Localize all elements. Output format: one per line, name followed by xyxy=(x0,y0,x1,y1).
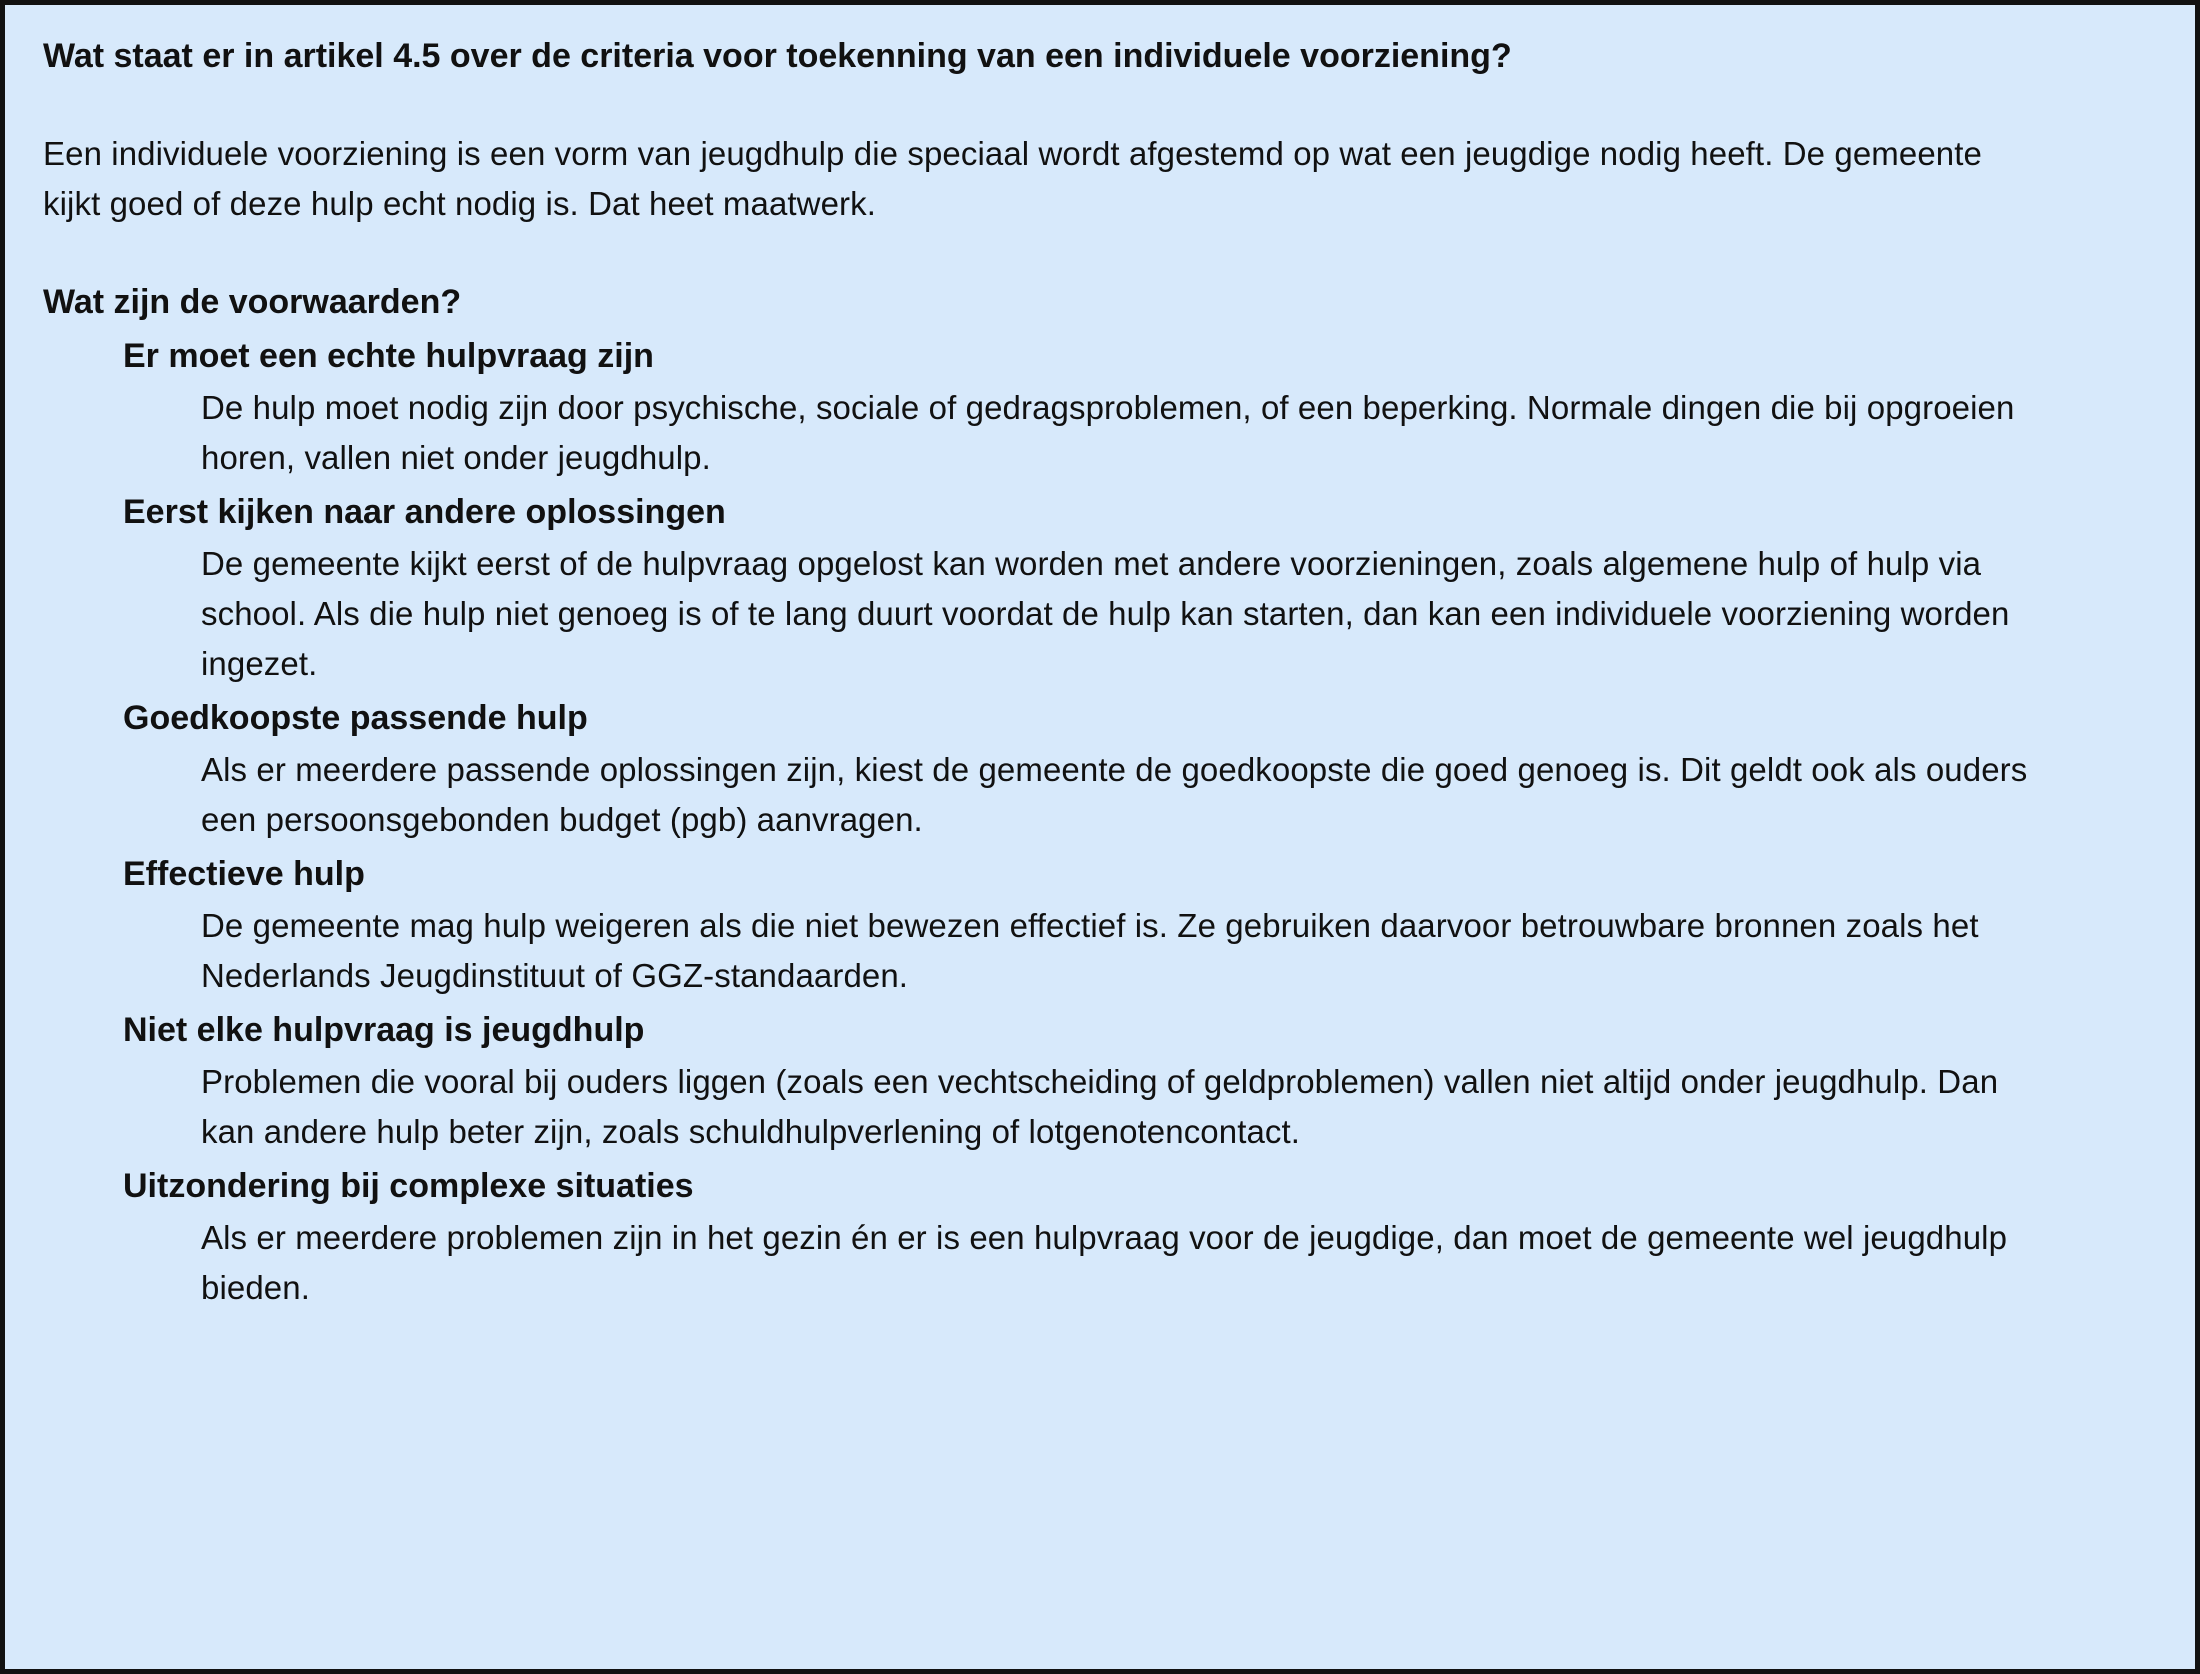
criterion-title: Niet elke hulpvraag is jeugdhulp xyxy=(123,1011,645,1049)
criterion-item xyxy=(39,1005,2151,1157)
criterion-title: Uitzondering bij complexe situaties xyxy=(123,1167,694,1205)
criterion-title: Effectieve hulp xyxy=(123,855,365,893)
criterion-body: De gemeente mag hulp weigeren als die niet bewezen effectief is. Ze gebruiken daarvoor betrouwbare bronnen zoals het Nederlands Jeugdinstituut of GGZ-standaarden. xyxy=(201,907,1979,994)
criterion-body: Als er meerdere problemen zijn in het gezin én er is een hulpvraag voor de jeugdige, dan moet de gemeente wel jeugdhulp bieden. xyxy=(201,1219,2008,1306)
criteria-list xyxy=(39,331,2151,1313)
criterion-title: Eerst kijken naar andere oplossingen xyxy=(123,493,726,531)
criterion-body: De hulp moet nodig zijn door psychische, sociale of gedragsproblemen, of een beperking. Normale dingen die bij opgroeien horen, vallen niet onder jeugdhulp. xyxy=(201,389,2015,476)
criterion-title: Goedkoopste passende hulp xyxy=(123,699,588,737)
criterion-body: De gemeente kijkt eerst of de hulpvraag opgelost kan worden met andere voorzieningen, zoals algemene hulp of hulp via school. Als die hulp niet genoeg is of te lang duurt voordat de hulp kan starten, dan kan een individuele voorziening worden ingezet. xyxy=(201,545,2010,682)
criterion-item xyxy=(39,849,2151,1001)
conditions-heading: Wat zijn de voorwaarden? xyxy=(43,283,462,321)
criterion-item xyxy=(39,487,2151,689)
criterion-item xyxy=(39,331,2151,483)
criterion-title: Er moet een echte hulpvraag zijn xyxy=(123,337,654,375)
page-title: Wat staat er in artikel 4.5 over de criteria voor toekenning van een individuele voorziening? xyxy=(43,37,1512,75)
intro-paragraph: Een individuele voorziening is een vorm van jeugdhulp die speciaal wordt afgestemd op wat een jeugdige nodig heeft. De gemeente kijkt goed of deze hulp echt nodig is. Dat heet maatwerk. xyxy=(43,135,1982,222)
criterion-body: Als er meerdere passende oplossingen zijn, kiest de gemeente de goedkoopste die goed genoeg is. Dit geldt ook als ouders een persoonsgebonden budget (pgb) aanvragen. xyxy=(201,751,2028,838)
criterion-item xyxy=(39,693,2151,845)
criterion-body: Problemen die vooral bij ouders liggen (zoals een vechtscheiding of geldproblemen) vallen niet altijd onder jeugdhulp. Dan kan andere hulp beter zijn, zoals schuldhulpverlening of lotgenotencontact. xyxy=(201,1063,1999,1150)
criterion-item xyxy=(39,1161,2151,1313)
